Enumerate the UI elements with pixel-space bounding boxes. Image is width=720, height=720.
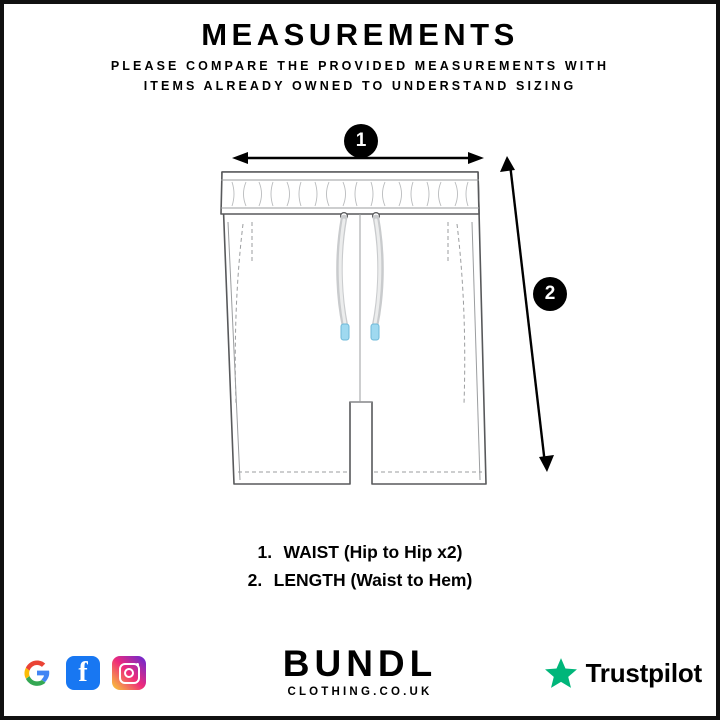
trustpilot-badge[interactable] xyxy=(544,656,702,690)
legend-label-1: WAIST (Hip to Hip x2) xyxy=(283,542,463,562)
facebook-f-glyph: f xyxy=(78,657,88,688)
legend-number-1: 1. xyxy=(257,542,273,562)
trustpilot-star-icon xyxy=(544,656,578,690)
page-title: MEASUREMENTS xyxy=(201,17,519,52)
garment-diagram xyxy=(0,112,720,522)
legend-item-length xyxy=(0,566,720,594)
subtitle-line-2: ITEMS ALREADY OWNED TO UNDERSTAND SIZING xyxy=(143,79,577,93)
length-measurement-arrow xyxy=(500,156,554,472)
header xyxy=(0,18,720,96)
subtitle xyxy=(0,56,720,96)
badge-waist: 1 xyxy=(344,124,378,158)
brand-name: BUNDL xyxy=(282,643,438,684)
legend-number-2: 2. xyxy=(247,570,263,590)
subtitle-line-1: PLEASE COMPARE THE PROVIDED MEASUREMENTS WITH xyxy=(110,59,610,73)
shorts-technical-drawing xyxy=(0,112,720,522)
badge-length: 2 xyxy=(533,277,567,311)
legend-label-2: LENGTH (Waist to Hem) xyxy=(273,570,473,590)
footer xyxy=(0,628,720,720)
trustpilot-label: Trustpilot xyxy=(585,657,702,688)
brand-url: CLOTHING.CO.UK xyxy=(287,686,433,698)
legend-item-waist xyxy=(0,538,720,566)
shorts-body-outline xyxy=(222,172,486,484)
measurement-legend xyxy=(0,538,720,594)
